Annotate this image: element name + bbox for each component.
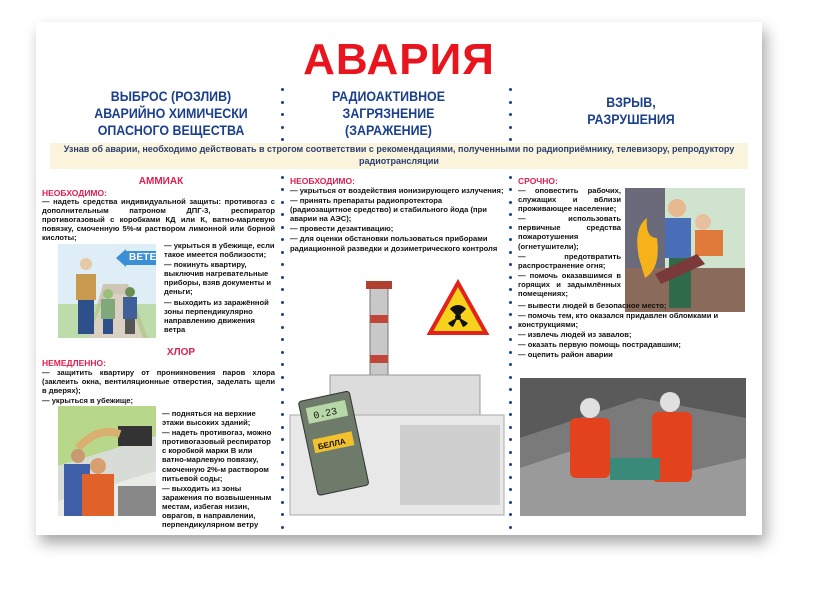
list-item: — принять препараты радиопротектора (радиозащитное средство) и стабильного йода (при аварии на АЭС); [290,196,487,224]
divider-dot [509,463,512,466]
divider-dot [281,526,284,529]
divider-dot [281,513,284,516]
divider-dot [509,338,512,341]
divider-dot [509,388,512,391]
wind-sign-label: ВЕТЕР [129,252,164,263]
divider-dot [509,451,512,454]
divider-dot [509,238,512,241]
divider-dot [509,126,512,129]
list-item: — укрыться в убежище; [42,396,134,406]
divider-dot [509,363,512,366]
list-item: — извлечь людей из завалов; [518,330,632,340]
subheading-chemical: ВЫБРОС (РОЗЛИВ) АВАРИЙНО ХИМИЧЕСКИ ОПАСНОГО ВЕЩЕСТВА [94,89,248,138]
list-item: — для оценки обстановки пользоваться приборами радиационной разведки и дозиметрического контроля [290,234,498,253]
urgent-side-list [518,186,621,299]
divider-dot [509,526,512,529]
divider-dot [509,488,512,491]
list-item: — укрыться в убежище, если такое имеется поблизости; [164,241,275,260]
ammonia-side-list [164,241,275,335]
chlorine-top-list [42,368,275,406]
divider-dot [281,276,284,279]
chlorine-illustration [58,406,156,516]
divider-dot [281,313,284,316]
divider-dot [281,138,284,141]
list-item: — оказать первую помощь пострадавшим; [518,340,681,350]
divider-dot [281,338,284,341]
divider-dot [281,251,284,254]
subheading-radiation: РАДИОАКТИВНОЕ ЗАГРЯЗНЕНИЕ (ЗАРАЖЕНИЕ) [331,89,446,138]
divider-dot [281,101,284,104]
list-item: — выходить из заражённой зоны перпендикулярно направлению движения ветра [164,297,269,334]
divider-dot [281,88,284,91]
list-item: — покинуть квартиру, выключив нагревательные приборы, взяв документы и деньги; [164,260,272,297]
divider-dot [281,501,284,504]
divider-dot [281,326,284,329]
divider-dot [281,201,284,204]
divider-dot [509,201,512,204]
nuclear-plant-illustration [290,275,504,515]
list-item: — укрыться от воздействия ионизирующего излучения; [290,186,504,195]
divider-dot [509,101,512,104]
list-item: — помочь тем, кто оказался придавлен обломками и конструкциями; [518,311,719,330]
divider-dot [281,451,284,454]
divider-dot [509,376,512,379]
radiation-label: НЕОБХОДИМО: [290,176,355,186]
urgent-label: СРОЧНО: [518,176,558,186]
divider-dot [281,363,284,366]
divider-dot [509,513,512,516]
chlorine-side-list [162,409,275,530]
list-item: — вывести людей в безопасное место; [518,301,667,310]
divider-dot [509,138,512,141]
divider-dot [509,188,512,191]
divider-dot [281,413,284,416]
divider-dot [509,213,512,216]
divider-dot [281,238,284,241]
list-item: — защитить квартиру от проникновения паров хлора (заклеить окна, вентиляционные отверстия, заделать щели в дверях); [42,368,275,396]
divider-dot [509,301,512,304]
divider-dot [509,426,512,429]
ammonia-heading: АММИАК [138,176,184,187]
poster [36,22,762,535]
divider-dot [281,126,284,129]
info-banner: Узнав об аварии, необходимо действовать в строгом соответствии с рекомендациями, полученными по радиоприёмнику, телевизору, репродуктору радиотрансляции [50,143,748,169]
dosimeter-reading: 0.23 [312,406,339,423]
ammonia-text: — надеть средства индивидуальной защиты: противогаз с дополнительным патроном ДПГ-3, респиратор противогазовый с коробками КД или К, ватно-марлевую повязку, смоченную 5%-м раствором лимонной или борной кислоты; [42,197,275,243]
divider-dot [509,263,512,266]
divider-dot [509,288,512,291]
divider-dot [509,351,512,354]
dosimeter-name: БЕЛЛА [317,436,347,452]
urgent-full-list [518,301,746,361]
list-item: — выходить из зоны заражения по возвышенным местам, избегая низин, оврагов, в направлении, перпендикулярном ветру [162,483,272,530]
divider-dot [281,376,284,379]
divider-dot [509,401,512,404]
divider-dot [509,313,512,316]
divider-dot [509,88,512,91]
divider-dot [509,226,512,229]
chlorine-heading: ХЛОР [166,347,196,358]
divider-dot [281,463,284,466]
list-item: — оповестить рабочих, служащих и вблизи проживающее население; [518,186,621,214]
divider-dot [281,351,284,354]
divider-dot [509,476,512,479]
list-item: — предотвратить распространение огня; [518,251,621,270]
divider-dot [281,426,284,429]
rubble-rescue-illustration [520,378,746,516]
divider-dot [281,388,284,391]
list-item: — подняться на верхние этажи высоких зданий; [162,409,256,428]
divider-dot [281,476,284,479]
divider-dot [281,288,284,291]
evacuation-illustration [58,244,164,338]
divider-dot [509,326,512,329]
divider-dot [281,176,284,179]
divider-dot [509,276,512,279]
divider-dot [281,263,284,266]
radiation-list [290,186,504,254]
wind-sign [116,249,164,267]
divider-dot [281,113,284,116]
divider-dot [509,438,512,441]
divider-dot [509,501,512,504]
divider-dot [281,438,284,441]
ammonia-label: НЕОБХОДИМО: [42,188,107,198]
divider-dot [281,488,284,491]
poster-title: АВАРИЯ [303,35,495,84]
divider-dot [509,251,512,254]
divider-dot [509,413,512,416]
divider-dot [281,301,284,304]
divider-dot [281,188,284,191]
list-item: — помочь оказавшимся в горящих и задымлённых помещениях; [518,270,621,299]
divider-dot [281,401,284,404]
list-item: — провести дезактивацию; [290,224,394,234]
divider-dot [509,176,512,179]
list-item: — надеть противогаз, можно противогазовый респиратор с коробкой марки В или ватно-марлевую повязку, смоченную 2%-м раствором питьевой соды; [162,428,272,483]
subheading-explosion: ВЗРЫВ, РАЗРУШЕНИЯ [587,95,675,127]
divider-dot [281,226,284,229]
rescue-fire-illustration [625,188,745,312]
list-item: — использовать первичные средства пожаротушения (огнетушители); [518,214,621,251]
divider-dot [509,113,512,116]
chlorine-label: НЕМЕДЛЕННО: [42,358,106,368]
list-item: — оцепить район аварии [518,350,613,360]
divider-dot [281,213,284,216]
